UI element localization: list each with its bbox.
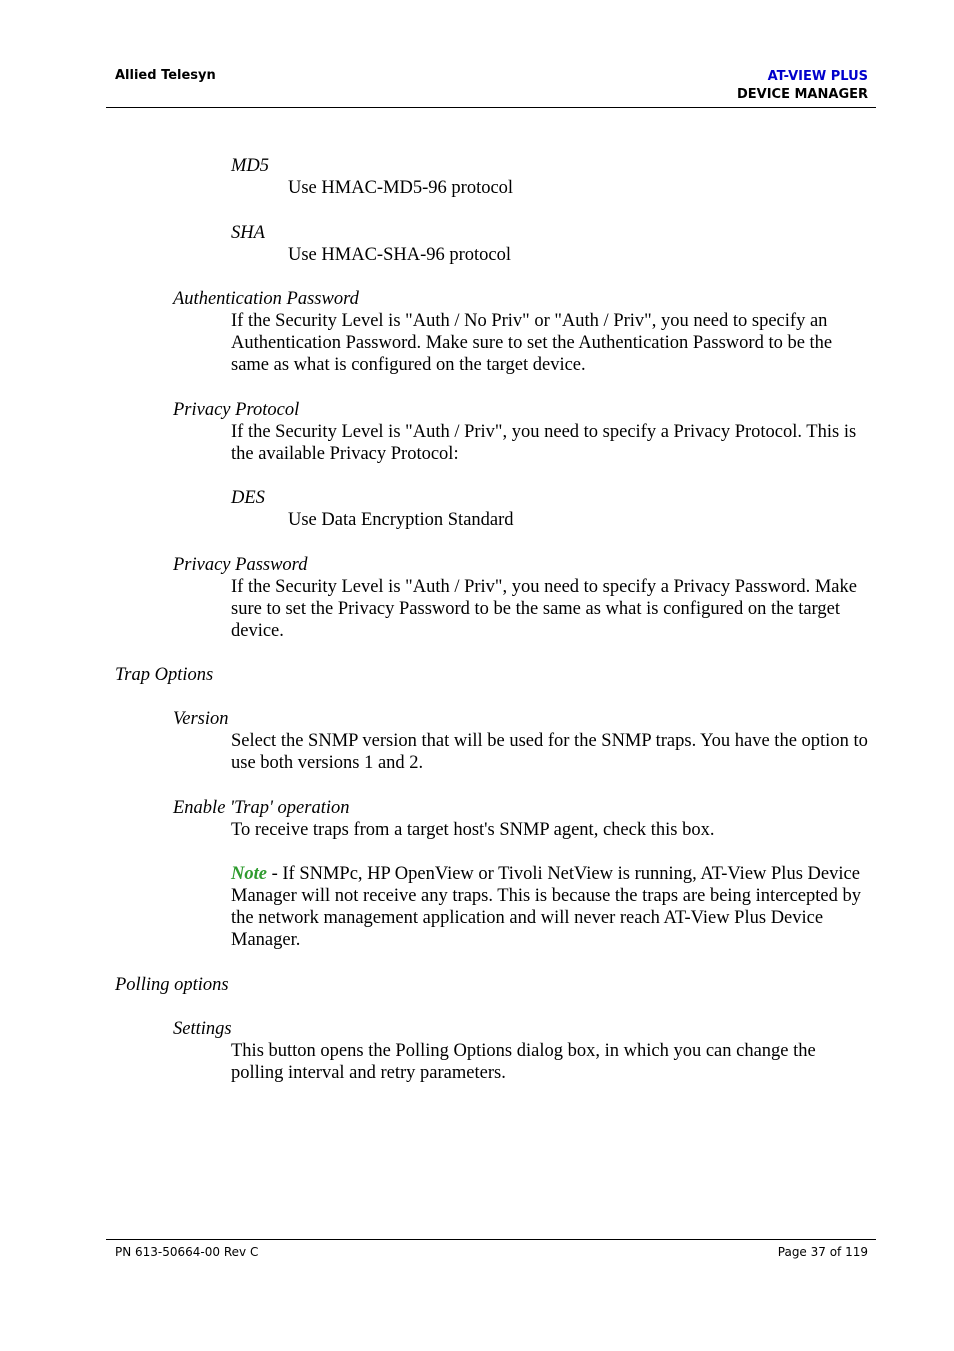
privacy-protocol-desc: If the Security Level is "Auth / Priv", you need to specify a Privacy Protocol. This is the available Privacy Protocol: — [231, 422, 857, 464]
footer-divider — [106, 1239, 876, 1240]
enable-trap-desc: To receive traps from a target host's SNMP agent, check this box. — [231, 820, 715, 840]
auth-password-term: Authentication Password — [173, 289, 359, 309]
note-paragraph — [231, 863, 871, 951]
privacy-protocol-term: Privacy Protocol — [173, 400, 300, 420]
header-company: Allied Telesyn — [115, 68, 216, 83]
md5-desc: Use HMAC-MD5-96 protocol — [288, 178, 514, 198]
header-subtitle: DEVICE MANAGER — [736, 87, 868, 102]
version-desc: Select the SNMP version that will be used for the SNMP traps. You have the option to use both versions 1 and 2. — [231, 731, 868, 773]
header-product: AT-VIEW PLUS — [767, 69, 868, 84]
des-desc: Use Data Encryption Standard — [288, 510, 514, 530]
polling-options-heading: Polling options — [115, 975, 229, 995]
settings-term: Settings — [173, 1019, 232, 1039]
sha-desc: Use HMAC-SHA-96 protocol — [288, 245, 512, 265]
privacy-password-desc: If the Security Level is "Auth / Priv", you need to specify a Privacy Password. Make sure to set the Privacy Password to be the same as what is configured on the target device. — [231, 577, 857, 641]
auth-password-desc: If the Security Level is "Auth / No Priv" or "Auth / Priv", you need to specify an Authentication Password. Make sure to set the Authentication Password to be the same as what is configured on the target device. — [231, 311, 833, 375]
note-label: Note — [231, 864, 267, 884]
note-text: - If SNMPc, HP OpenView or Tivoli NetView is running, AT-View Plus Device Manager will not receive any traps. This is because the traps are being intercepted by the network management application and will never reach AT-View Plus Device Manager. — [231, 864, 861, 950]
footer-part-number: PN 613-50664-00 Rev C — [115, 1245, 259, 1259]
trap-options-heading: Trap Options — [115, 665, 214, 685]
enable-trap-term: Enable 'Trap' operation — [173, 798, 350, 818]
privacy-password-term: Privacy Password — [173, 555, 308, 575]
footer-page-number: Page 37 of 119 — [777, 1245, 868, 1259]
md5-term: MD5 — [231, 156, 270, 176]
des-term: DES — [231, 488, 265, 508]
settings-desc: This button opens the Polling Options dialog box, in which you can change the polling interval and retry parameters. — [231, 1041, 816, 1083]
sha-term: SHA — [231, 223, 265, 243]
header-title-block — [737, 68, 868, 104]
header-divider — [106, 107, 876, 108]
version-term: Version — [173, 709, 229, 729]
